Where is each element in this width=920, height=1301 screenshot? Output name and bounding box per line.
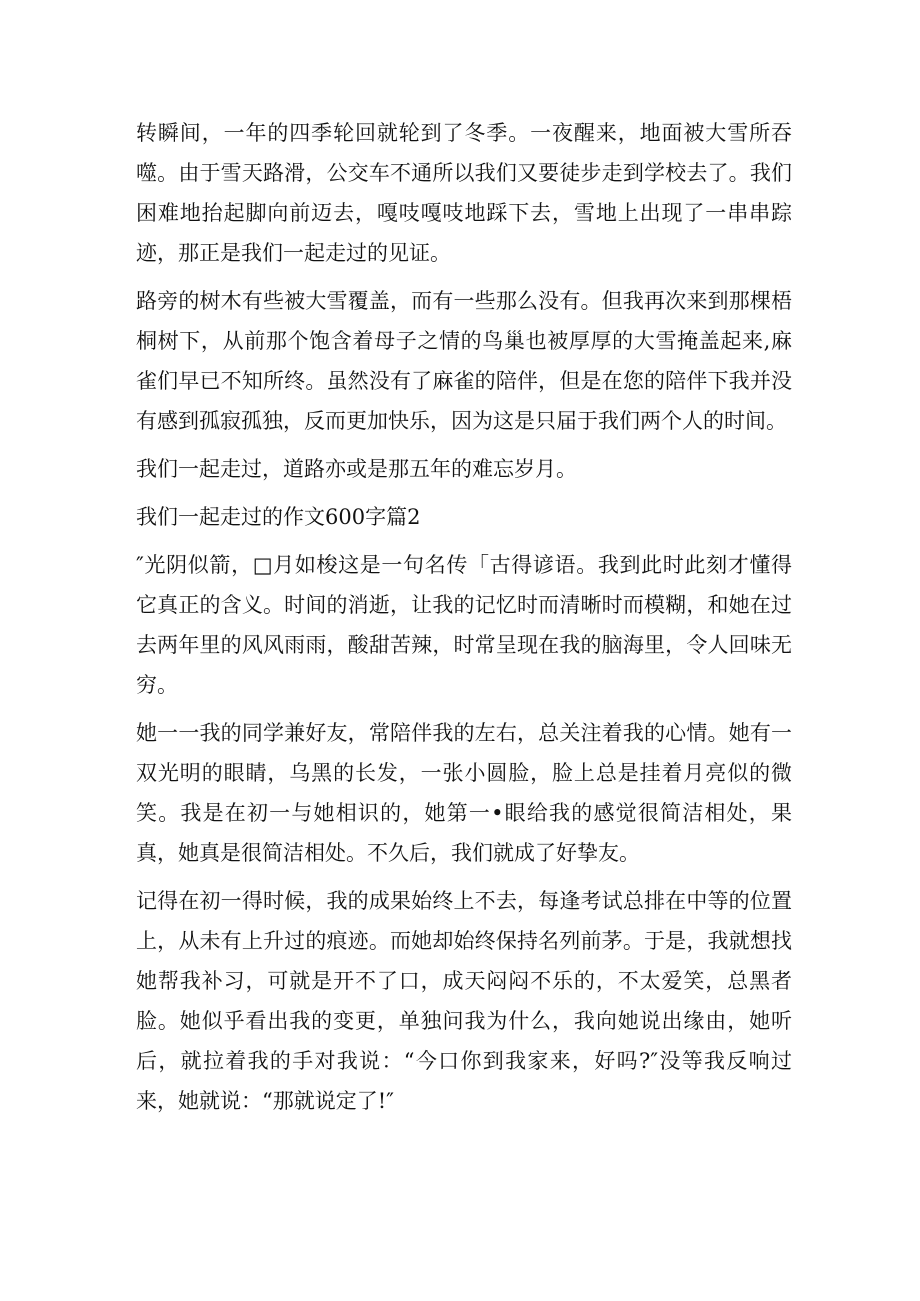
- paragraph-study-help: 记得在初一得时候，我的成果始终上不去，每逢考试总排在中等的位置上，从未有上升过的痕迹。而她却始终保持名列前茅。于是，我就想找她帮我补习，可就是开不了口，成天闷闷不乐的，不太爱笑，总黑者脸。她似乎看出我的变更，单独问我为什么，我向她说出缘由，她听后，就拉着我的手对我说：“今口你到我家来，好吗?″没等我反响过来，她就说：“那就说定了!″: [136, 889, 792, 1113]
- paragraph-roadside-trees: 路旁的树木有些被大雪覆盖，而有一些那么没有。但我再次来到那棵梧桐树下，从前那个饱含着母子之情的鸟巢也被厚厚的大雪掩盖起来,麻雀们早已不知所终。虽然没有了麻雀的陪伴，但是在您的陪伴下我并没有感到孤寂孤独，反而更加快乐，因为这是只届于我们两个人的时间。: [136, 289, 792, 433]
- paragraph-best-friend: 她一一我的同学兼好友，常陪伴我的左右，总关注着我的心情。她有一双光明的眼睛，乌黑的长发，一张小圆脸，脸上总是挂着月亮似的微笑。我是在初一与她相识的，她第一•眼给我的感觉很简洁相处，果真，她真是很简洁相处。不久后，我们就成了好挚友。: [136, 721, 792, 865]
- document-page: [136, 113, 792, 1129]
- paragraph-winter-snow: 转瞬间，一年的四季轮回就轮到了冬季。一夜醒来，地面被大雪所吞噬。由于雪天路滑，公交车不通所以我们又要徒步走到学校去了。我们困难地抬起脚向前迈去，嘎吱嘎吱地踩下去，雪地上出现了一串串踪迹，那正是我们一起走过的见证。: [136, 121, 792, 265]
- paragraph-time-flies: ″光阴似箭，□月如梭这是一句名传「古得谚语。我到此时此刻才懂得它真正的含义。时间的消逝，让我的记忆时而清晰时而模糊，和她在过去两年里的风风雨雨，酸甜苦辣，时常呈现在我的脑海里，令人回味无穷。: [136, 553, 792, 697]
- section-heading: 我们一起走过的作文600字篇2: [136, 505, 421, 529]
- paragraph-walk-together: 我们一起走过，道路亦或是那五年的难忘岁月。: [136, 457, 577, 481]
